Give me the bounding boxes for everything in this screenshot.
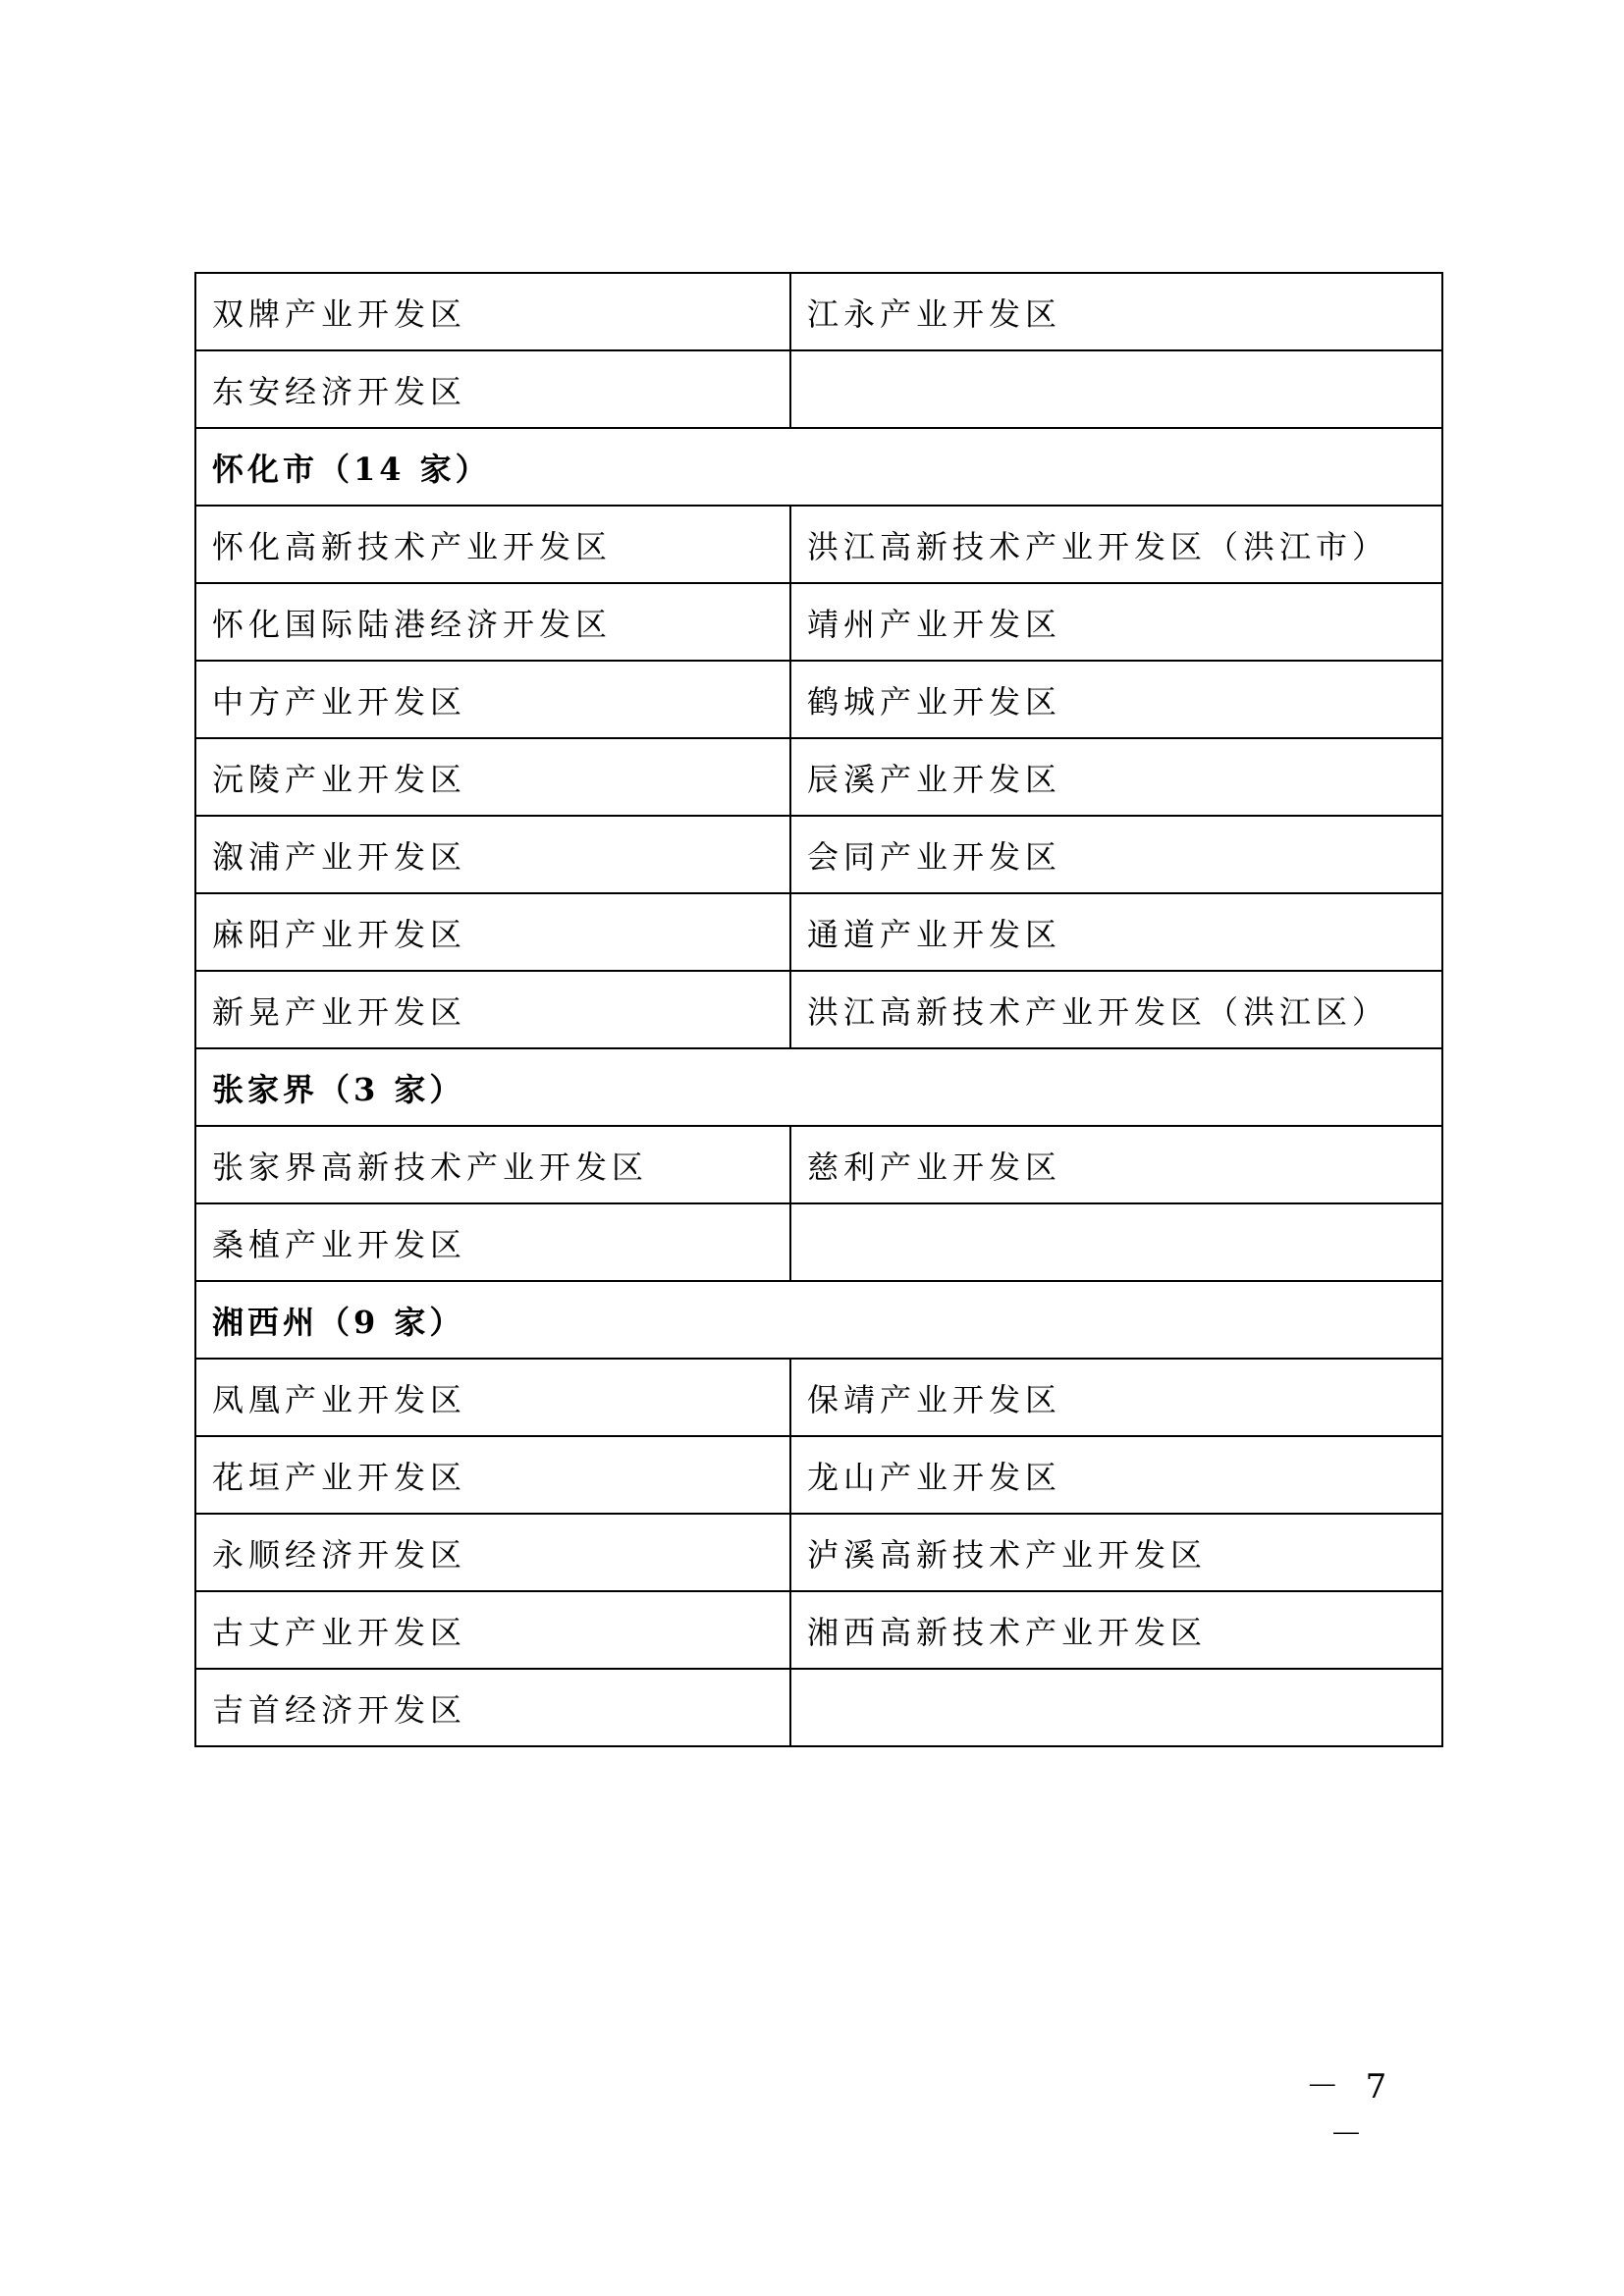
- zone-name-right: 鹤城产业开发区: [790, 661, 1442, 738]
- table-row: [195, 1359, 1442, 1436]
- zone-name-right: [790, 350, 1442, 428]
- table-row: [195, 1126, 1442, 1203]
- table-row: [195, 816, 1442, 893]
- zone-name-right: 慈利产业开发区: [790, 1126, 1442, 1203]
- zone-name-right: 辰溪产业开发区: [790, 738, 1442, 816]
- section-header-row: [195, 1048, 1442, 1126]
- zone-name-left: 溆浦产业开发区: [195, 816, 790, 893]
- section-header: 怀化市（14 家）: [195, 428, 1442, 506]
- table-row: [195, 273, 1442, 350]
- page-number: － 7 －: [1305, 2067, 1395, 2155]
- table-row: [195, 661, 1442, 738]
- table-row: [195, 1203, 1442, 1281]
- table-row: [195, 350, 1442, 428]
- zone-name-left: 张家界高新技术产业开发区: [195, 1126, 790, 1203]
- zone-name-right: 江永产业开发区: [790, 273, 1442, 350]
- zone-name-left: 花垣产业开发区: [195, 1436, 790, 1514]
- zone-name-left: 凤凰产业开发区: [195, 1359, 790, 1436]
- table-row: [195, 1436, 1442, 1514]
- zone-name-right: [790, 1669, 1442, 1746]
- table-row: [195, 738, 1442, 816]
- zone-name-left: 古丈产业开发区: [195, 1591, 790, 1669]
- zone-name-right: 洪江高新技术产业开发区（洪江区）: [790, 971, 1442, 1048]
- table-row: [195, 1591, 1442, 1669]
- table-row: [195, 583, 1442, 661]
- zone-name-left: 新晃产业开发区: [195, 971, 790, 1048]
- zone-name-left: 东安经济开发区: [195, 350, 790, 428]
- table-row: [195, 1514, 1442, 1591]
- zone-name-right: 靖州产业开发区: [790, 583, 1442, 661]
- development-zone-table: [194, 272, 1443, 1747]
- zone-name-left: 麻阳产业开发区: [195, 893, 790, 971]
- table-row: [195, 1669, 1442, 1746]
- zone-name-right: 洪江高新技术产业开发区（洪江市）: [790, 506, 1442, 583]
- section-header-row: [195, 428, 1442, 506]
- zone-name-right: [790, 1203, 1442, 1281]
- table-row: [195, 506, 1442, 583]
- zone-name-left: 怀化高新技术产业开发区: [195, 506, 790, 583]
- zone-name-right: 泸溪高新技术产业开发区: [790, 1514, 1442, 1591]
- zone-name-left: 中方产业开发区: [195, 661, 790, 738]
- table-row: [195, 893, 1442, 971]
- zone-name-left: 吉首经济开发区: [195, 1669, 790, 1746]
- section-header-row: [195, 1281, 1442, 1359]
- zone-name-right: 龙山产业开发区: [790, 1436, 1442, 1514]
- table-body: [195, 273, 1442, 1746]
- section-header: 张家界（3 家）: [195, 1048, 1442, 1126]
- section-header: 湘西州（9 家）: [195, 1281, 1442, 1359]
- zone-name-left: 双牌产业开发区: [195, 273, 790, 350]
- zone-name-left: 永顺经济开发区: [195, 1514, 790, 1591]
- zone-name-right: 保靖产业开发区: [790, 1359, 1442, 1436]
- zone-name-right: 通道产业开发区: [790, 893, 1442, 971]
- zone-name-left: 沅陵产业开发区: [195, 738, 790, 816]
- zone-name-left: 桑植产业开发区: [195, 1203, 790, 1281]
- table-row: [195, 971, 1442, 1048]
- zone-name-right: 会同产业开发区: [790, 816, 1442, 893]
- zone-name-right: 湘西高新技术产业开发区: [790, 1591, 1442, 1669]
- zone-name-left: 怀化国际陆港经济开发区: [195, 583, 790, 661]
